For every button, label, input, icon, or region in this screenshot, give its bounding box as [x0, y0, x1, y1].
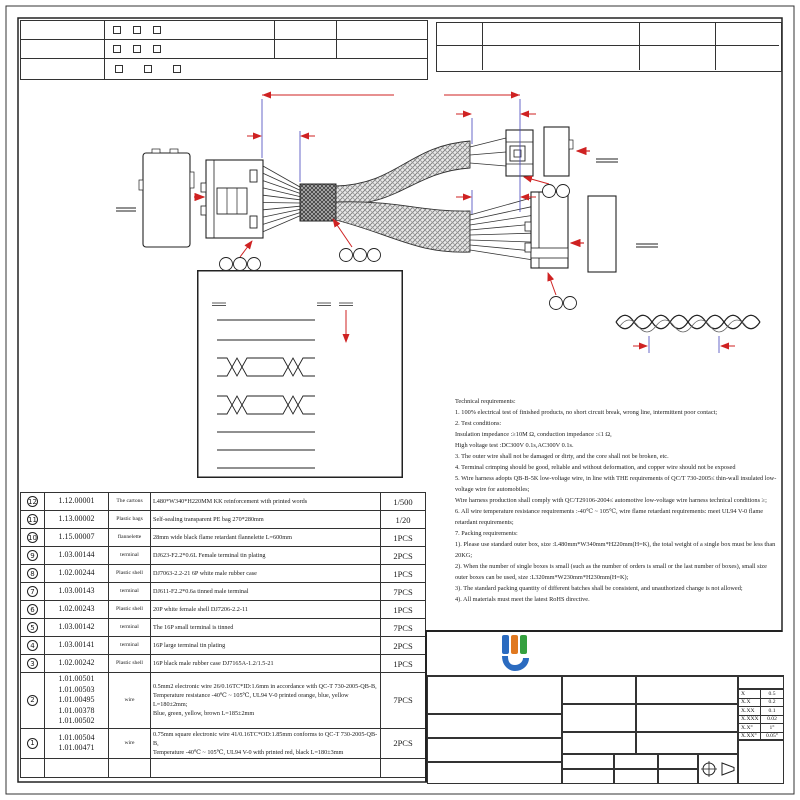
braid-branch-bottom [336, 202, 470, 252]
material-code: 1.12.00001 [58, 496, 95, 506]
checkbox-based-on-samples [144, 65, 152, 73]
part-no-value [636, 732, 738, 754]
revision-date [640, 46, 716, 70]
dwg-no-cell [427, 676, 562, 714]
revision-header-version [437, 23, 483, 46]
tolerance-row: X.XXX 0.02 [739, 716, 783, 725]
material-code: 1.02.00244 [58, 568, 95, 578]
checkbox-drawings [113, 26, 121, 34]
bom-row [21, 547, 425, 565]
j3-wire-fan [470, 198, 531, 260]
revision-table [436, 22, 782, 72]
balloon-number: 4 [27, 640, 38, 651]
specification-line: 0.75mm square electronic wire 41/0.16TC*OD:1.85mm conforms to QC-T 730-2005-QB-B, [153, 730, 378, 747]
checkbox-drawings [113, 45, 121, 53]
tech-requirement-line: 3. The outer wire shall not be damaged or dirty, and the core shall not be broken, etc. [455, 453, 669, 460]
braid-branch-top [336, 141, 470, 204]
checkbox-other [153, 45, 161, 53]
j2-wire-fan [470, 138, 506, 166]
tolerance-row: X.XX 0.1 [739, 707, 783, 716]
part-name: flannelette [109, 529, 151, 546]
specification-line: 0.5mm2 electronic wire 26/0.16TC*ID:1.6mm in accordance with QC-T 730-2005-QB-B, [153, 683, 377, 691]
balloon-number: 3 [27, 658, 38, 669]
unit-label [658, 754, 698, 769]
revision-version [437, 46, 483, 70]
specification-line: 20P white female shell DJ7206-2.2-11 [153, 606, 248, 613]
specification-line: L480*W340*H220MM KK reinforcement with printed words [153, 498, 308, 505]
tech-requirement-line: High voltage test :DC300V 0.1s,AC300V 0.1s. [455, 442, 574, 449]
part-name: Plastic shell [109, 601, 151, 618]
projection-symbol-icon [700, 756, 736, 782]
specification-line: 28mm wide black flame retardant flannelette L=600mm [153, 534, 292, 541]
bom-table [20, 492, 426, 778]
file-path-label [275, 21, 337, 39]
material-code: 1.03.00142 [58, 622, 95, 632]
part-name: wire [109, 673, 151, 728]
material-code: 1.03.00143 [58, 586, 95, 596]
bom-row [21, 601, 425, 619]
title-block [425, 630, 782, 782]
material-code: 1.01.00504 [58, 732, 95, 742]
revision-header-date [640, 23, 716, 46]
bom-footer [21, 759, 425, 777]
specification-line: Blue, green, yellow, brown L=185±2mm [153, 710, 255, 718]
balloon-number: 5 [27, 622, 38, 633]
tolerance-header [738, 676, 784, 689]
material-code: 1.01.00502 [58, 716, 95, 725]
quantity: 7PCS [393, 586, 413, 597]
customer-value [636, 704, 738, 732]
specification-line: DJ7063-2.2-21 6P white male rubber case [153, 570, 257, 577]
specification-line: Temperature -40℃ ~ 105℃, UL94 V-0 with printed red, black L=180±3mm [153, 748, 344, 756]
specification-line: 16P large terminal tin plating [153, 642, 226, 649]
quantity: 1PCS [393, 658, 413, 669]
quantity: 7PCS [393, 622, 413, 633]
checkbox-samples [133, 45, 141, 53]
bom-row [21, 583, 425, 601]
j1-wire-fan [263, 166, 300, 232]
projection-symbol-cell [698, 754, 738, 784]
unit-value [658, 769, 698, 784]
part-name: terminal [109, 619, 151, 636]
quantity: 2PCS [393, 550, 413, 561]
technical-requirements [455, 396, 779, 605]
material-code: 1.03.00141 [58, 640, 95, 650]
tech-requirement-line: 3). The standard packing quantity of different batches shall be consistent, and unauthorized change is not allowed; [455, 585, 743, 592]
balloon-number: 2 [27, 695, 38, 706]
revision-content [483, 46, 640, 70]
j1-connector-front-view [116, 149, 204, 247]
blank-cell [337, 21, 427, 39]
quantity: 2PCS [393, 640, 413, 651]
file-path-label [275, 40, 337, 58]
row-label [21, 21, 105, 39]
quantity: 2PCS [393, 738, 413, 748]
quantity: 1/20 [395, 514, 411, 525]
material-code: 1.02.00243 [58, 604, 95, 614]
tech-requirement-line: 1. 100% electrical test of finished products, no short circuit break, wrong line, intermittent poor contact; [455, 409, 718, 416]
customer-info-table [20, 20, 428, 80]
balloon-number: 6 [27, 604, 38, 615]
tech-requirement-line: 1). Please use standard outer box, size :L480mm*W340mm*H220mm(H=K), the total weight of a single box must be less than 20KG; [455, 541, 776, 559]
material-code: 1.01.00471 [58, 743, 95, 752]
quantity: 1PCS [393, 604, 413, 615]
balloon-number: 9 [27, 550, 38, 561]
part-name-label [562, 676, 636, 704]
bom-row [21, 529, 425, 547]
blank-cell [337, 40, 427, 58]
checkbox-other [173, 65, 181, 73]
quantity: 1/500 [393, 496, 413, 507]
material-code: 1.13.00002 [58, 514, 95, 524]
production-row [21, 59, 427, 79]
company-logo [499, 635, 533, 673]
bom-row [21, 655, 425, 673]
material-code: 1.03.00144 [58, 550, 95, 560]
part-name: terminal [109, 637, 151, 654]
bom-row [21, 637, 425, 655]
part-name: terminal [109, 583, 151, 600]
row-label [21, 40, 105, 58]
customer-data-row [21, 21, 427, 40]
balloon-number: 8 [27, 568, 38, 579]
balloon-number: 12 [28, 497, 37, 506]
bom-row [21, 673, 425, 729]
material-code: 1.02.00242 [58, 658, 95, 668]
bom-row [21, 565, 425, 583]
checked-by-cell [427, 738, 562, 762]
customer-signback-row [21, 40, 427, 59]
bom-row [21, 729, 425, 759]
tech-requirement-line: 5. Wire harness adopts QB-B-5K low-voltage wire, in line with THE requirements of QC/T 730-2005≤ thin-wall insulated low-voltage wire for automobiles; [455, 475, 777, 493]
tolerance-table [738, 689, 784, 740]
specification-line: The 16P small terminal is tinned [153, 624, 234, 631]
company-band [427, 632, 784, 676]
checkbox-other [153, 26, 161, 34]
balloon-number: 10 [28, 533, 37, 542]
tech-requirement-line: Insulation impedance :≥10M Ω, conduction impedance :≤1 Ω, [455, 431, 612, 438]
part-name: Plastic shell [109, 655, 151, 672]
tech-requirement-line: 6. All wire temperature resistance requirements :-40℃ ~ 105℃, wire flame retardant requirements: meet UL94 V-0 flame retardant requirements; [455, 508, 764, 526]
checkbox-samples [133, 26, 141, 34]
part-name: Plastic bags [109, 511, 151, 528]
drawn-by-cell [427, 714, 562, 738]
specification-line: DJ611-F2.2*0.6a tinned male terminal [153, 588, 249, 595]
checkbox-based-on-drawings [115, 65, 123, 73]
twisted-pair-detail [600, 295, 782, 387]
material-code: 1.15.00007 [58, 532, 95, 542]
specification-line: 16P black male rubber case DJ7165A-1.2/1.5-21 [153, 660, 274, 667]
tolerance-row: X.XX° 0.05° [739, 733, 783, 741]
page-label [614, 754, 658, 769]
j1-overmold-housing [201, 160, 263, 238]
tech-requirement-line: Technical requirements: [455, 398, 516, 405]
balloon-number: 7 [27, 586, 38, 597]
scale-label [562, 754, 614, 769]
page-value [614, 769, 658, 784]
tolerance-row: X.X 0.2 [739, 699, 783, 708]
bom-row [21, 493, 425, 511]
j3-connector [525, 192, 658, 272]
material-code: 1.01.00503 [58, 684, 95, 694]
bom-row [21, 619, 425, 637]
part-name: terminal [109, 547, 151, 564]
part-name: wire [109, 729, 151, 758]
material-code: 1.01.00501 [58, 674, 95, 683]
scale-value [562, 769, 614, 784]
revision-checkby [716, 46, 779, 70]
twisted-strands [616, 315, 760, 332]
tech-requirement-line: 4). All materials must meet the latest RoHS directive. [455, 596, 590, 603]
row-label [21, 59, 105, 79]
balloon-number: 11 [28, 515, 37, 524]
approved-by-cell [427, 762, 562, 784]
tolerance-row: X.X° 1° [739, 724, 783, 733]
revision-header-content [483, 23, 640, 46]
tech-requirement-line: 2. Test conditions: [455, 420, 502, 427]
wiring-table [197, 270, 403, 478]
tech-requirement-line: 2). When the number of single boxes is small (such as the number of orders is small or the last number of boxes), small size outer boxes can be used, size :L320mm*W230mm*H230mm(H=K); [455, 563, 767, 581]
part-name-value [636, 676, 738, 704]
specification-line: Self-sealing transparent PE bag 270*280mm [153, 516, 264, 523]
specification-line: Temperature resistance -40℃ ~ 105℃, UL94 V-0 printed orange, blue, yellow L=180±2mm; [153, 692, 349, 709]
tolerance-row: X 0.5 [739, 690, 783, 699]
revision-header-checkby [716, 23, 779, 46]
j2-connector [506, 127, 618, 176]
specification-line: DJ623-F2.2*0.6L Female terminal tin plating [153, 552, 266, 559]
quantity: 7PCS [393, 695, 413, 706]
balloon-number: 1 [27, 738, 38, 749]
tech-requirement-line: 7. Packing requirements: [455, 530, 518, 537]
material-code: 1.01.00378 [58, 705, 95, 715]
rev-cell [738, 740, 784, 784]
customer-label [562, 704, 636, 732]
quantity: 1PCS [393, 568, 413, 579]
part-name: Plastic shell [109, 565, 151, 582]
material-code: 1.01.00495 [58, 695, 95, 704]
tech-requirement-line: 4. Terminal crimping should be good, reliable and without deformation, and copper wire should not be exposed [455, 464, 736, 471]
part-no-label [562, 732, 636, 754]
tech-requirement-line: Wire harness production shall comply with QC/T29106-2004≤ automotive low-voltage wire harness technical conditions ≥; [455, 497, 767, 504]
bom-row [21, 511, 425, 529]
quantity: 1PCS [393, 532, 413, 543]
part-name: The cartons [109, 493, 151, 510]
tape-sleeve [300, 184, 336, 221]
